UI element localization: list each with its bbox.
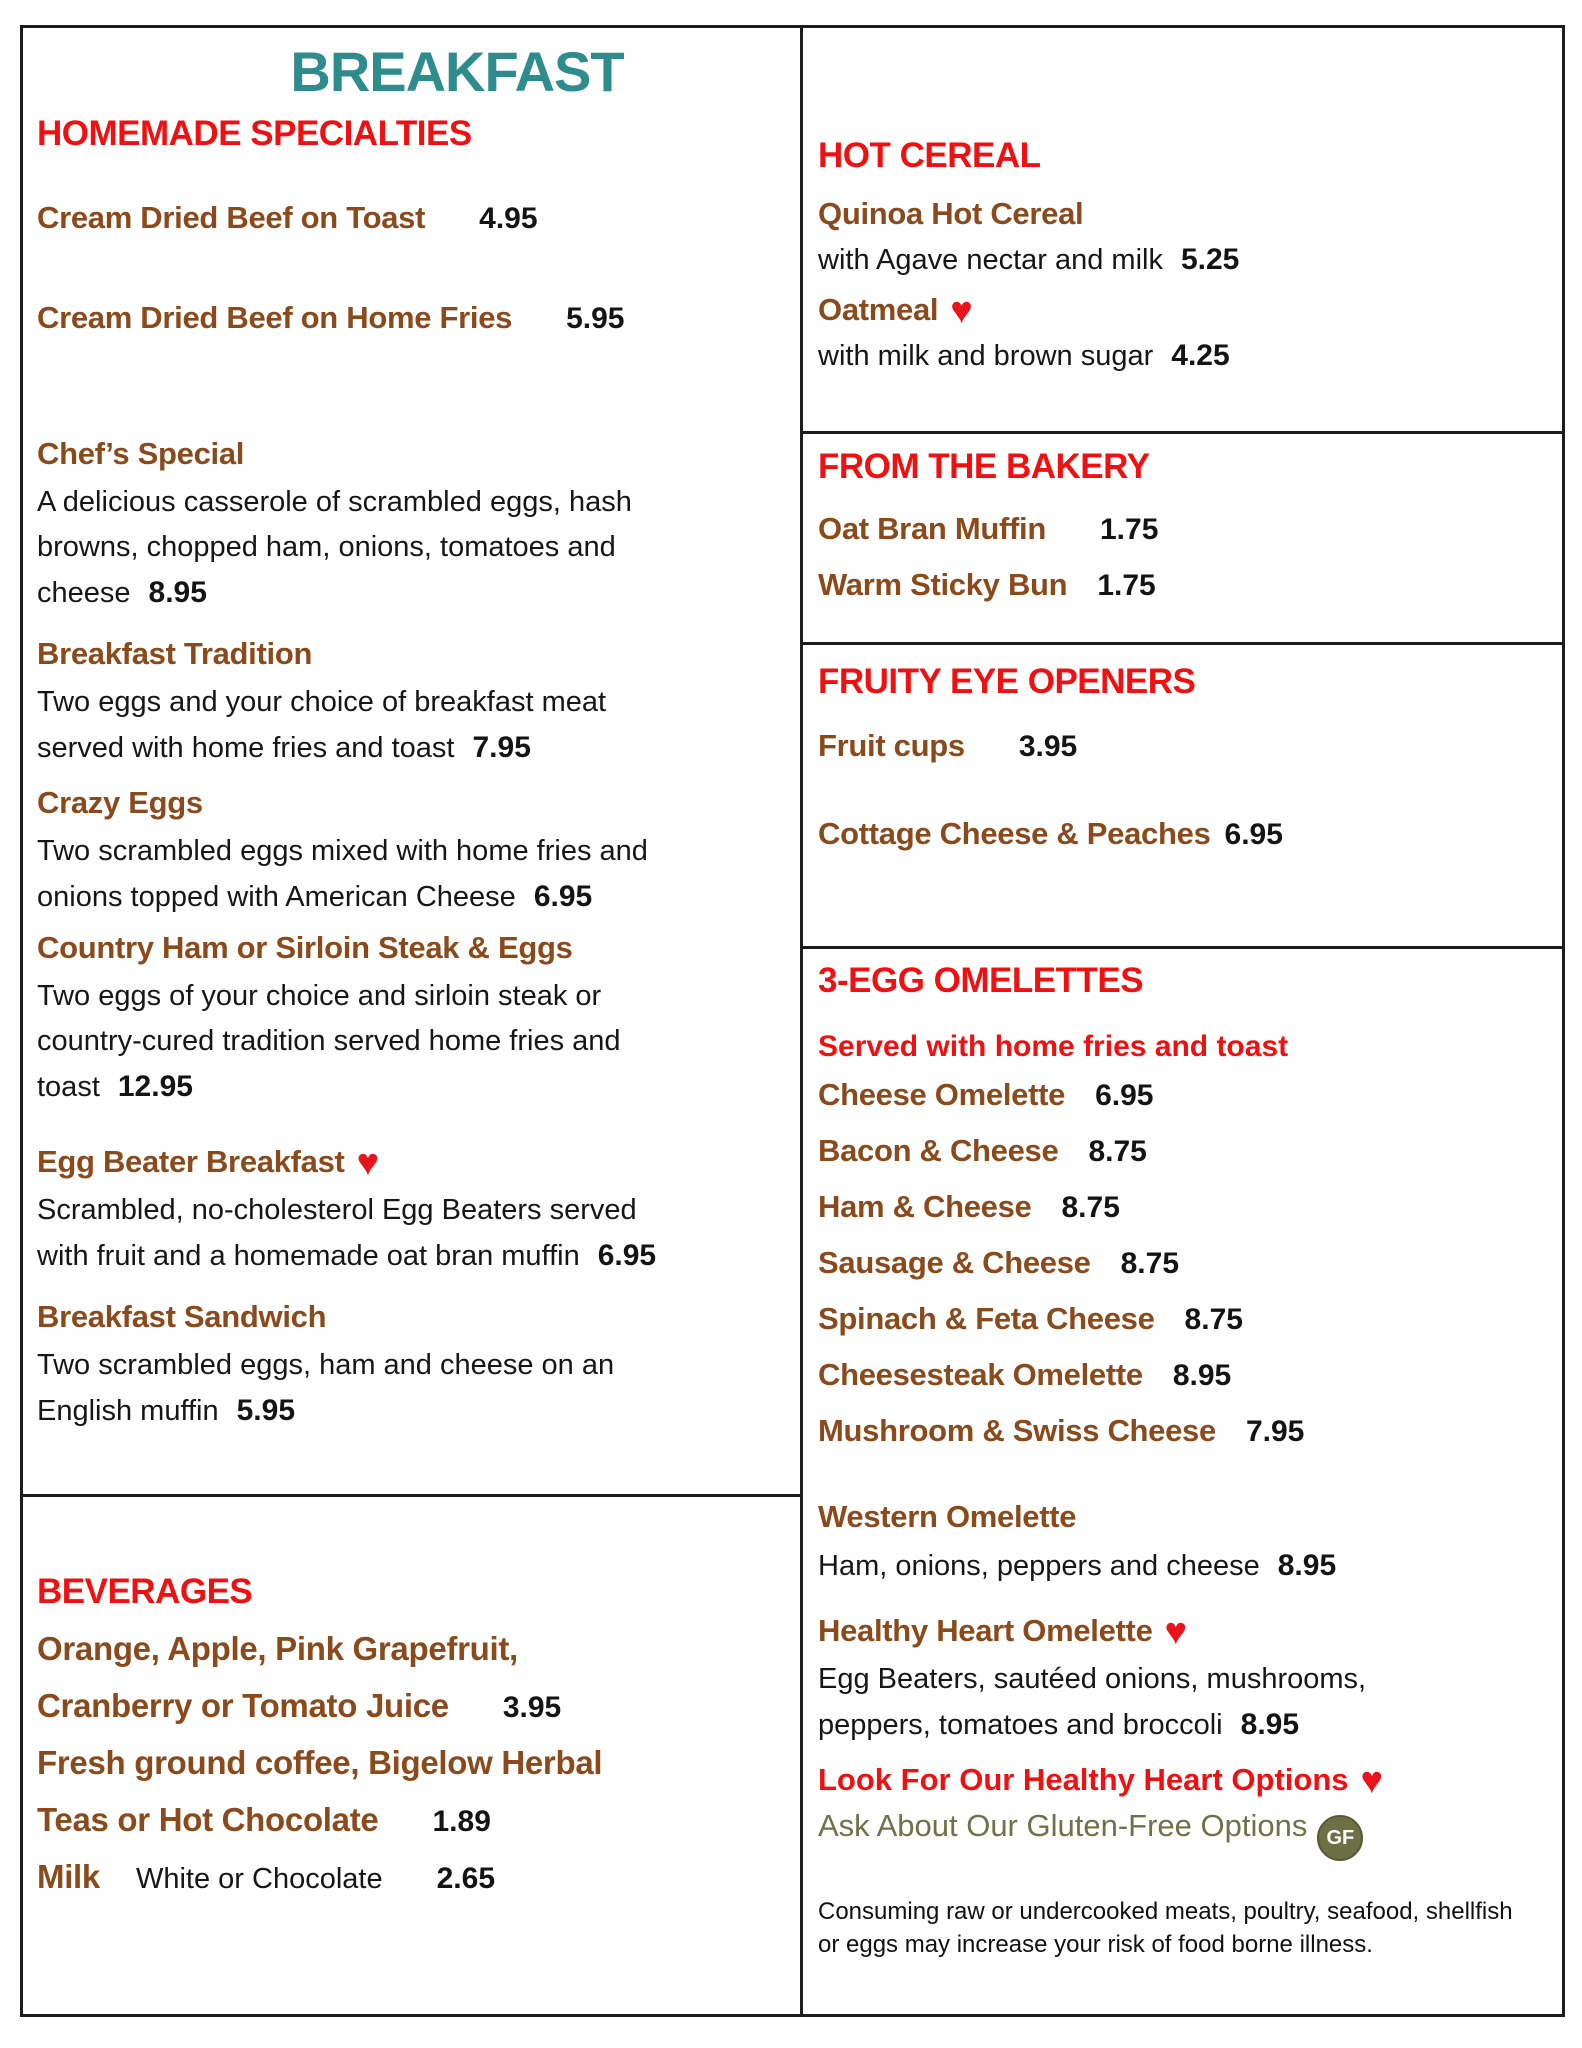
item-price: 1.89 [432,1805,491,1838]
menu-item [37,298,799,338]
item-name: Milk [37,1858,100,1895]
item-name: Cheesesteak Omelette [818,1357,1143,1392]
beverages-divider [20,1494,803,1497]
menu-item [818,1411,1565,1451]
menu-item [818,1075,1565,1115]
item-note: White or Chocolate [135,1863,383,1895]
item-price: 3.95 [1018,730,1078,763]
section-heading-fruity: FRUITY EYE OPENERS [818,662,1196,701]
menu-item [818,290,1565,376]
description-text: served with home fries and toast [37,732,455,764]
section-heading-beverages: BEVERAGES [37,1572,253,1611]
item-name: Egg Beater Breakfast [37,1144,345,1179]
description-text: Egg Beaters, sautéed onions, mushrooms, [818,1663,1367,1695]
bakery-divider [800,642,1565,645]
section-hot-cereal [802,28,1565,376]
heart-icon: ♥ [1164,1611,1188,1653]
item-price: 8.75 [1184,1303,1243,1336]
item-description [818,336,1565,376]
menu-item [818,1497,1565,1589]
item-description [37,829,799,874]
item-name: Country Ham or Sirloin Steak & Eggs [37,930,573,965]
item-name: Ham & Cheese [818,1189,1032,1224]
left-column-bottom [23,1498,799,1899]
item-description [818,1702,1565,1748]
item-description [818,240,1565,280]
item-name: Crazy Eggs [37,785,203,820]
item-price: 8.95 [1172,1359,1232,1392]
hot-cereal-item-list [818,194,1565,376]
description-text: with fruit and a homemade oat bran muffin [37,1240,580,1272]
item-description [37,480,799,525]
gluten-free-note [818,1804,1565,1861]
description-text: Two eggs and your choice of breakfast meat [37,686,607,718]
item-name: Healthy Heart Omelette [818,1613,1153,1648]
menu-item [37,634,799,771]
healthy-heart-note [818,1758,1565,1802]
item-description [37,1019,799,1064]
item-description [37,974,799,1019]
item-name: Fruit cups [818,728,965,763]
section-heading-homemade-specialties: HOMEMADE SPECIALTIES [37,114,472,153]
item-name: Oatmeal [818,292,939,327]
menu-item [818,565,1565,605]
item-description [37,525,799,570]
heart-icon: ♥ [1360,1760,1384,1802]
item-description [37,1343,799,1388]
menu-item [818,1355,1565,1395]
section-heading-bakery: FROM THE BAKERY [818,447,1150,486]
beverages-item-list [37,1627,799,1899]
menu-item [37,1684,799,1728]
hot-cereal-divider [800,431,1565,434]
menu-item [37,1855,799,1899]
item-price: 12.95 [117,1070,193,1103]
menu-item [818,726,1565,766]
item-name: Western Omelette [818,1499,1077,1534]
description-text: Scrambled, no-cholesterol Egg Beaters served [37,1194,637,1226]
omelettes-item-list [818,1075,1565,1748]
item-name: Cranberry or Tomato Juice [37,1687,449,1724]
description-text: Two eggs of your choice and sirloin steak or [37,980,602,1012]
item-price: 1.75 [1100,513,1159,546]
item-name: Oat Bran Muffin [818,511,1046,546]
heart-icon: ♥ [356,1142,380,1184]
menu-item [37,928,799,1110]
item-price: 7.95 [1245,1415,1305,1448]
item-description [818,1543,1565,1589]
description-text: English muffin [37,1395,219,1427]
menu-item [818,509,1565,549]
menu-item [37,434,799,616]
description-text: peppers, tomatoes and broccoli [818,1709,1223,1741]
fruity-divider [800,946,1565,949]
item-price: 3.95 [502,1691,562,1724]
menu-item [37,1297,799,1434]
item-price: 2.65 [436,1862,495,1895]
menu-item [818,1299,1565,1339]
description-text: Two scrambled eggs, ham and cheese on an [37,1349,615,1381]
section-heading-hot-cereal: HOT CEREAL [818,136,1041,175]
description-text: country-cured tradition served home fries and [37,1025,621,1057]
description-text: with milk and brown sugar [818,340,1154,372]
item-name: Orange, Apple, Pink Grapefruit, [37,1630,518,1667]
item-name: Mushroom & Swiss Cheese [818,1413,1216,1448]
menu-item [818,194,1565,280]
item-name: Breakfast Sandwich [37,1299,327,1334]
menu-item [818,1187,1565,1227]
description-text: A delicious casserole of scrambled eggs, hash [37,486,632,518]
menu-item [37,1741,799,1785]
specialties-item-list [37,198,799,1434]
item-description [37,1064,799,1110]
item-description [37,1188,799,1233]
menu-item [818,814,1565,854]
note-text: Look For Our Healthy Heart Options [818,1762,1349,1797]
description-text: toast [37,1071,100,1103]
item-price: 8.95 [1240,1708,1300,1741]
food-safety-disclaimer [818,1895,1534,1961]
section-from-the-bakery [802,435,1565,605]
item-name: Spinach & Feta Cheese [818,1301,1155,1336]
section-fruity-eye-openers [802,646,1565,854]
menu-item [37,1798,799,1842]
item-name: Breakfast Tradition [37,636,313,671]
menu-item [818,1131,1565,1171]
item-price: 8.75 [1061,1191,1120,1224]
description-text: Two scrambled eggs mixed with home fries and [37,835,648,867]
gf-badge: GF [1317,1815,1363,1861]
item-name: Teas or Hot Chocolate [37,1801,379,1838]
item-description [37,680,799,725]
menu-item [37,198,799,238]
item-price: 8.95 [1277,1549,1337,1582]
item-price: 8.75 [1120,1247,1180,1280]
item-price: 7.95 [472,731,531,764]
item-price: 5.25 [1180,243,1240,276]
item-name: Cottage Cheese & Peaches [818,816,1211,851]
fruity-item-list [818,726,1565,854]
item-description [37,1388,799,1434]
item-price: 8.75 [1088,1135,1147,1168]
item-name: Fresh ground coffee, Bigelow Herbal [37,1744,603,1781]
description-text: Ham, onions, peppers and cheese [818,1550,1260,1582]
omelettes-subheading: Served with home fries and toast [818,1030,1289,1063]
item-name: Chef’s Special [37,436,245,471]
item-name: Sausage & Cheese [818,1245,1091,1280]
left-column-top [23,28,799,1434]
item-price: 6.95 [1095,1079,1154,1112]
disclaimer-line: Consuming raw or undercooked meats, poultry, seafood, shellfish [818,1898,1513,1925]
item-description [818,1657,1565,1702]
item-price: 5.95 [566,302,625,335]
menu-item [818,1243,1565,1283]
item-price: 4.25 [1171,339,1230,372]
disclaimer-line: or eggs may increase your risk of food borne illness. [818,1931,1373,1958]
heart-icon: ♥ [950,290,973,332]
item-name: Warm Sticky Bun [818,567,1068,602]
item-price: 5.95 [236,1394,296,1427]
menu-item [37,1627,799,1671]
item-description [37,725,799,771]
menu-item [37,1142,799,1279]
item-name: Cheese Omelette [818,1077,1066,1112]
item-price: 1.75 [1097,569,1156,602]
description-text: onions topped with American Cheese [37,881,516,913]
section-omelettes [802,951,1565,1961]
page-title: BREAKFAST [290,40,624,103]
item-description [37,874,799,920]
section-heading-omelettes: 3-EGG OMELETTES [818,961,1144,1000]
description-text: cheese [37,577,131,609]
item-name: Bacon & Cheese [818,1133,1059,1168]
item-price: 6.95 [1224,818,1283,851]
item-price: 6.95 [597,1239,657,1272]
item-name: Quinoa Hot Cereal [818,196,1084,231]
item-description [37,570,799,616]
item-price: 6.95 [533,880,593,913]
item-name: Cream Dried Beef on Home Fries [37,300,513,335]
menu-item [818,1611,1565,1748]
item-name: Cream Dried Beef on Toast [37,200,426,235]
item-price: 8.95 [148,576,207,609]
bakery-item-list [818,509,1565,605]
menu-item [37,783,799,920]
note-text: Ask About Our Gluten-Free Options [818,1808,1308,1843]
description-text: with Agave nectar and milk [818,244,1163,276]
item-description [37,1233,799,1279]
description-text: browns, chopped ham, onions, tomatoes and [37,531,616,563]
item-price: 4.95 [479,202,538,235]
